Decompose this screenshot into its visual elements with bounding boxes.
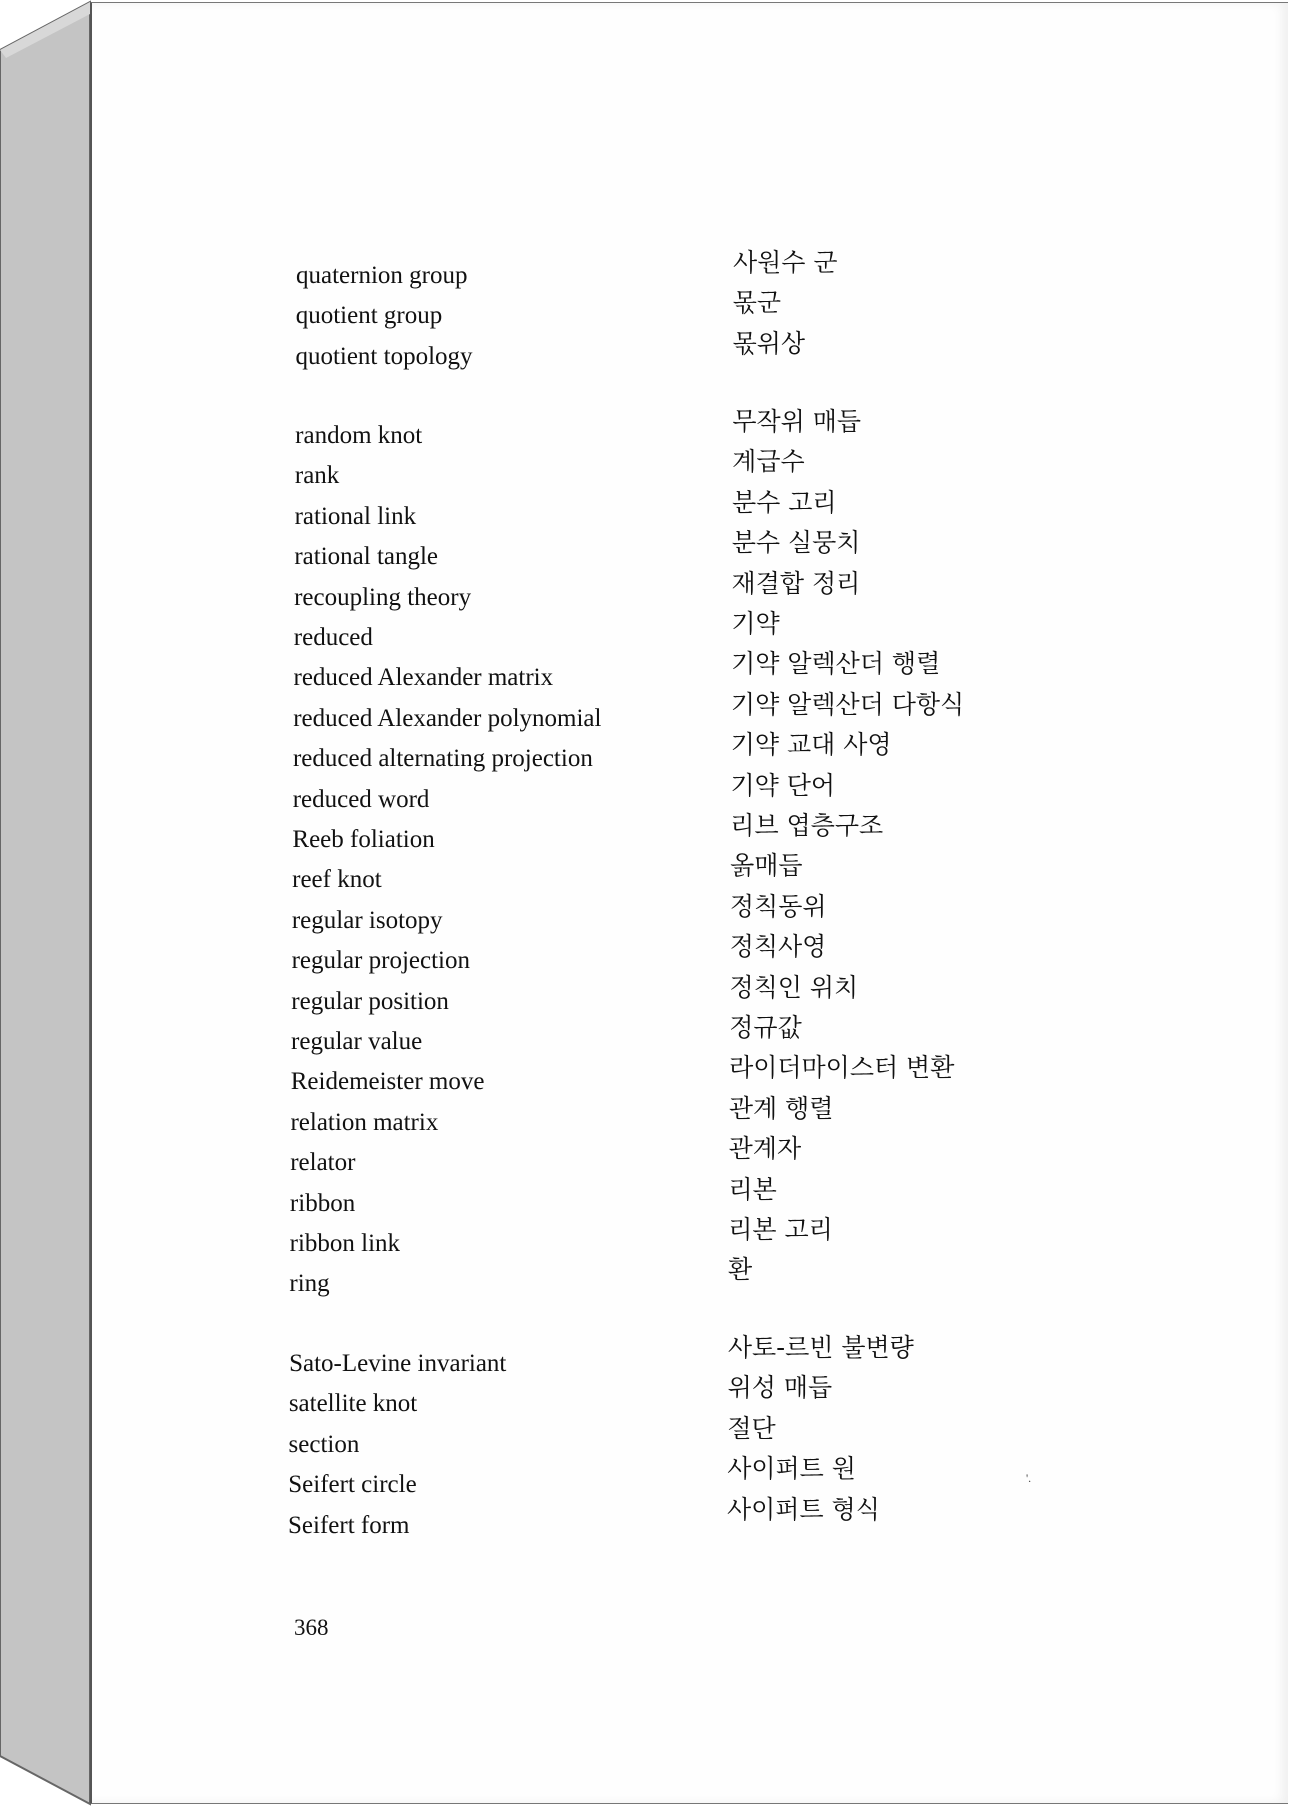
glossary-term-ko: 기약 알렉산더 다항식 <box>730 689 965 719</box>
glossary-term-ko: 기약 알렉산더 행렬 <box>731 649 941 679</box>
glossary-term-en: recoupling theory <box>294 583 472 611</box>
glossary-term-ko: 관계 행렬 <box>728 1093 834 1123</box>
scan-speck: '. <box>1026 1471 1032 1485</box>
glossary-term-en: rank <box>294 462 340 490</box>
glossary-term-en: quotient group <box>295 302 443 330</box>
glossary-term-en: regular projection <box>291 947 470 975</box>
glossary-term-ko: 분수 고리 <box>731 487 837 517</box>
glossary-term-ko: 기약 교대 사영 <box>730 730 892 760</box>
glossary-term-ko: 관계자 <box>728 1134 802 1164</box>
glossary-term-en: Seifert circle <box>288 1471 417 1499</box>
glossary-term-ko: 정칙동위 <box>729 891 827 921</box>
glossary-term-en: rational tangle <box>294 543 439 571</box>
glossary-term-ko: 몫군 <box>732 288 782 318</box>
glossary-term-ko: 분수 실뭉치 <box>731 528 861 558</box>
glossary-term-en: ribbon link <box>289 1230 401 1257</box>
glossary-term-ko: 정규값 <box>729 1013 802 1042</box>
glossary-term-en: ring <box>289 1270 330 1298</box>
glossary-term-en: quaternion group <box>296 262 468 289</box>
glossary-term-en: regular position <box>291 987 449 1015</box>
glossary-term-en: satellite knot <box>288 1390 418 1418</box>
glossary-term-ko: 사토-르빈 불변량 <box>727 1333 914 1362</box>
glossary-term-ko: 정칙사영 <box>729 932 827 962</box>
glossary-term-en: reduced alternating projection <box>292 745 593 773</box>
glossary-term-en: Reeb foliation <box>292 826 435 853</box>
glossary-term-en: reduced word <box>292 785 430 813</box>
glossary-term-ko: 재결합 정리 <box>731 568 861 598</box>
glossary-term-ko: 정칙인 위치 <box>729 972 859 1002</box>
glossary-term-en: regular isotopy <box>291 906 443 934</box>
page-number: 368 <box>294 1615 329 1640</box>
glossary-term-en: rational link <box>294 502 417 530</box>
glossary-term-en: reduced Alexander matrix <box>293 664 554 692</box>
glossary-term-ko: 리브 엽층구조 <box>730 811 884 840</box>
glossary-term-en: Reidemeister move <box>290 1068 485 1096</box>
glossary-term-ko: 절단 <box>727 1413 776 1443</box>
glossary-term-ko: 사원수 군 <box>733 248 838 277</box>
glossary-term-ko: 리본 고리 <box>728 1215 833 1244</box>
glossary-term-ko: 라이더마이스터 변환 <box>729 1053 955 1083</box>
glossary-term-en: relator <box>290 1149 356 1177</box>
glossary-term-ko: 사이퍼트 형식 <box>727 1494 880 1524</box>
glossary-term-en: Seifert form <box>288 1511 410 1539</box>
book-spine <box>0 0 95 1806</box>
glossary-term-en: section <box>288 1430 360 1458</box>
glossary-term-ko: 옭매듭 <box>730 851 803 881</box>
glossary-term-ko: 몫위상 <box>732 328 806 358</box>
glossary-term-ko: 기약 <box>731 609 780 638</box>
glossary-term-en: quotient topology <box>295 342 473 370</box>
glossary-term-en: Sato-Levine invariant <box>289 1350 507 1377</box>
glossary-term-ko: 계급수 <box>732 447 805 477</box>
glossary-term-en: regular value <box>291 1028 423 1055</box>
glossary-term-en: relation matrix <box>290 1108 439 1136</box>
glossary-term-ko: 사이퍼트 원 <box>727 1454 856 1484</box>
glossary-term-en: random knot <box>295 422 423 449</box>
glossary-term-en: reduced <box>293 624 373 651</box>
glossary-term-en: reduced Alexander polynomial <box>293 704 602 732</box>
glossary-term-ko: 무작위 매듭 <box>732 407 862 436</box>
book-page <box>90 2 1288 1804</box>
glossary-term-en: reef knot <box>292 866 382 894</box>
glossary-term-ko: 환 <box>728 1255 753 1285</box>
glossary-term-ko: 위성 매듭 <box>727 1373 833 1403</box>
glossary-list <box>92 3 1288 1803</box>
glossary-term-ko: 기약 단어 <box>730 770 836 800</box>
glossary-term-en: ribbon <box>289 1189 356 1217</box>
glossary-term-ko: 리본 <box>728 1174 777 1204</box>
